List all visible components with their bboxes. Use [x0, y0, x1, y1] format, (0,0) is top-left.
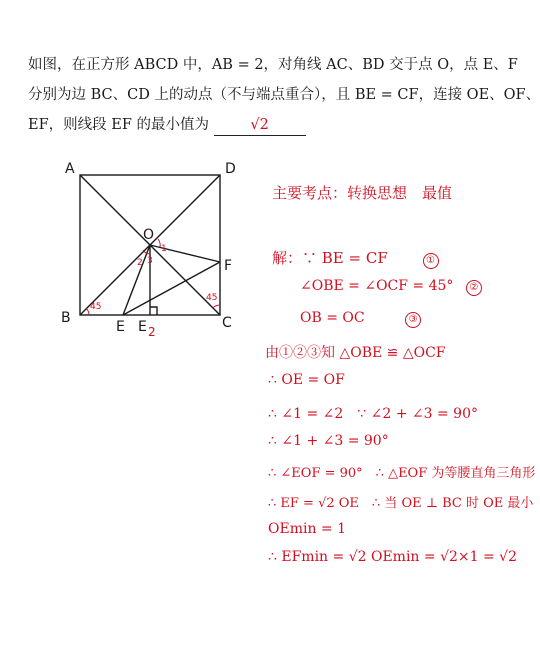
marker-2: ② — [466, 280, 482, 296]
segment-ef — [123, 262, 220, 315]
solution-intro — [272, 247, 439, 269]
problem-statement — [28, 50, 540, 140]
angle-1-arc — [158, 239, 160, 247]
solution-step-9: OEmin = 1 — [268, 521, 347, 537]
label-e: E — [116, 319, 125, 335]
angle-2-label: 2 — [137, 258, 143, 268]
solution-step-8: ∴ EF = √2 OE ∴ 当 OE ⊥ BC 时 OE 最小 — [268, 496, 534, 511]
label-o: O — [143, 227, 155, 243]
marker-1: ① — [423, 253, 439, 269]
angle-b-arc — [86, 309, 89, 315]
label-b: B — [61, 310, 71, 326]
solution-step-1 — [300, 278, 482, 296]
solution-intro-text: 解：∵ BE = CF — [272, 249, 388, 267]
solution-step-5: ∴ ∠1 = ∠2 ∵ ∠2 + ∠3 = 90° — [268, 406, 478, 422]
solution-step-3: 由①②③知 △OBE ≌ △OCF — [265, 345, 446, 361]
angle-c-label: 45 — [206, 293, 218, 303]
e2-subscript: 2 — [148, 325, 156, 339]
solution-step-6: ∴ ∠1 + ∠3 = 90° — [268, 433, 389, 449]
solution-step-2-text: OB = OC — [300, 310, 365, 326]
answer-blank: √2 — [214, 115, 306, 136]
angle-1-label: 1 — [161, 244, 167, 254]
segment-oe — [123, 245, 150, 315]
label-e2: E — [138, 319, 147, 335]
solution-step-4: ∴ OE = OF — [268, 372, 345, 388]
solution-step-1-text: ∠OBE = ∠OCF = 45° — [300, 278, 454, 294]
problem-line-3 — [28, 110, 488, 140]
label-c: C — [222, 315, 232, 331]
problem-line-3-text: EF，则线段 EF 的最小值为 — [28, 117, 210, 133]
right-angle-mark — [150, 307, 157, 315]
problem-line-1: 如图，在正方形 ABCD 中，AB = 2，对角线 AC、BD 交于点 O，点 E、F — [28, 57, 518, 73]
problem-line-2: 分别为边 BC、CD 上的动点（不与端点重合），且 BE = CF，连接 OE、OF、 — [28, 87, 540, 103]
solution-step-2 — [300, 310, 421, 328]
solution-step-10: ∴ EFmin = √2 OEmin = √2×1 = √2 — [268, 549, 517, 565]
angle-c-arc — [213, 305, 220, 308]
angle-b-label: 45 — [90, 302, 102, 312]
solution-step-7: ∴ ∠EOF = 90° ∴ △EOF 为等腰直角三角形 — [268, 466, 536, 481]
angle-3-label: 3 — [147, 256, 153, 266]
label-a: A — [65, 161, 75, 177]
marker-3: ③ — [405, 312, 421, 328]
geometry-figure — [55, 155, 250, 340]
label-d: D — [225, 161, 236, 177]
label-f: F — [224, 258, 233, 274]
solution-heading: 主要考点：转换思想 最值 — [272, 184, 453, 202]
